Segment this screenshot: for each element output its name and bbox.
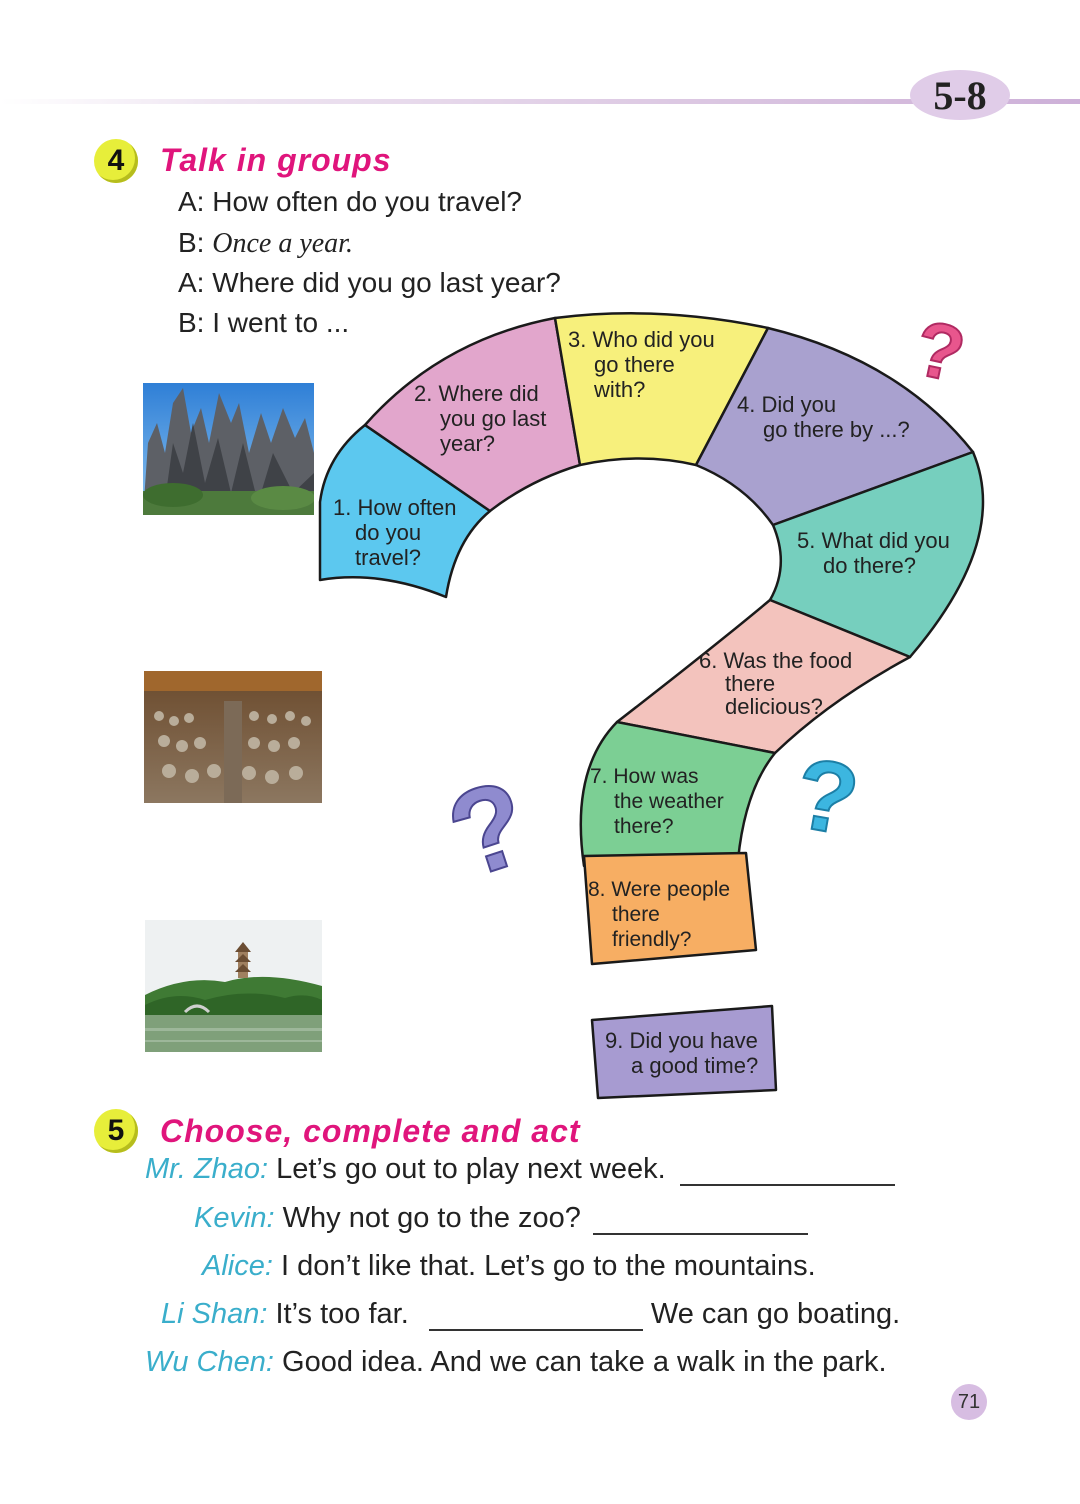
question-line: 3. Who did you — [568, 327, 715, 352]
question-9 — [605, 1028, 758, 1078]
section-5-number: 5 — [94, 1109, 138, 1153]
question-7 — [590, 764, 724, 839]
question-8 — [588, 877, 730, 952]
exercise-line-4 — [161, 1298, 900, 1331]
question-mark-icon: ? — [433, 753, 545, 905]
question-mark-icon: ? — [907, 303, 973, 400]
question-line: 8. Were people — [588, 878, 731, 901]
answer-blank[interactable] — [593, 1205, 808, 1235]
question-line: 5. What did you — [797, 528, 950, 553]
speaker-colon: : — [265, 1346, 274, 1378]
question-line: 6. Was the food — [699, 648, 853, 673]
question-line: the weather — [614, 790, 724, 813]
exercise-line-5 — [145, 1346, 887, 1379]
dialogue-text: Where did you go last year? — [212, 267, 561, 298]
line-text: Let’s go out to play next week. — [276, 1153, 666, 1185]
question-line: go there — [594, 352, 675, 377]
unit-badge: 5-8 — [910, 70, 1010, 120]
question-5 — [797, 528, 950, 578]
exercise-line-2 — [194, 1202, 808, 1235]
question-line: 4. Did you — [737, 392, 837, 417]
question-line: 9. Did you have — [605, 1028, 758, 1053]
line-text-after: We can go boating. — [650, 1298, 901, 1330]
speaker-colon: : — [259, 1153, 269, 1185]
question-line: friendly? — [612, 928, 692, 951]
dialogue-text: How often do you travel? — [212, 186, 522, 217]
question-line: go there by ...? — [763, 417, 910, 442]
question-line: year? — [440, 431, 496, 456]
question-line: a good time? — [631, 1053, 759, 1078]
speaker-name: Mr. Zhao — [145, 1153, 260, 1185]
speaker-name: Alice — [202, 1250, 265, 1282]
answer-blank[interactable] — [680, 1156, 895, 1186]
question-line: there — [612, 903, 660, 926]
question-6 — [699, 649, 852, 718]
question-line: 7. How was — [590, 765, 699, 788]
question-2 — [414, 381, 546, 456]
exercise-line-3 — [202, 1250, 816, 1283]
section-4-number: 4 — [94, 139, 138, 183]
question-line: do there? — [823, 553, 916, 578]
line-text: I don’t like that. Let’s go to the mountains. — [280, 1250, 816, 1282]
question-line: delicious? — [725, 694, 823, 719]
speaker-colon: : — [259, 1298, 268, 1330]
speaker-name: Li Shan — [161, 1298, 260, 1330]
question-line: 1. How often — [333, 495, 457, 520]
line-text: It’s too far. — [275, 1298, 409, 1330]
dialogue-text: Once a year. — [212, 228, 353, 259]
question-line: there — [725, 671, 776, 696]
section-5-title: Choose, complete and act — [160, 1113, 581, 1149]
dialogue-text: I went to ... — [212, 307, 350, 338]
speaker: A: — [178, 267, 205, 298]
answer-blank[interactable] — [429, 1301, 643, 1331]
exercise-line-1 — [145, 1153, 895, 1186]
speaker-colon: : — [264, 1250, 273, 1282]
speaker-name: Wu Chen — [145, 1346, 266, 1378]
question-3 — [568, 327, 715, 402]
question-line: with? — [594, 377, 646, 402]
speaker: B: — [178, 307, 205, 338]
page-number: 71 — [951, 1384, 987, 1420]
question-line: there? — [614, 815, 674, 838]
question-line: 2. Where did — [414, 381, 539, 406]
question-line: travel? — [355, 545, 422, 570]
question-line: you go last — [440, 406, 547, 431]
line-text: Good idea. And we can take a walk in the park. — [282, 1346, 887, 1378]
question-1 — [333, 495, 457, 570]
question-4 — [737, 392, 910, 442]
speaker: B: — [178, 227, 205, 258]
speaker-name: Kevin — [194, 1202, 267, 1234]
speaker: A: — [178, 186, 205, 217]
question-mark-icon: ? — [786, 736, 867, 858]
speaker-colon: : — [266, 1202, 275, 1234]
question-line: do you — [355, 520, 422, 545]
section-4-title: Talk in groups — [160, 142, 392, 178]
line-text: Why not go to the zoo? — [282, 1202, 581, 1234]
